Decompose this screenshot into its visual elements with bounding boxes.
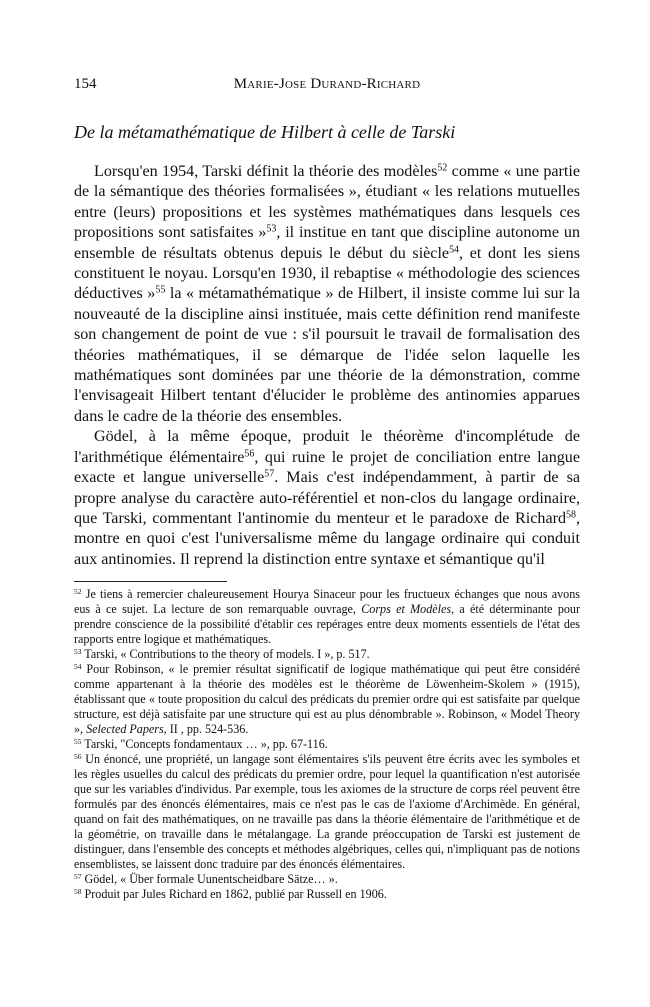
footnote-55 <box>74 737 580 752</box>
footnote-58 <box>74 887 580 902</box>
footnote-ref-57[interactable]: 57 <box>264 468 275 480</box>
footnote-text: Je tiens à remercier chaleureusement Hourya Sinaceur pour les fructueux échanges que nous avons eus à ce sujet. La lecture de son remarquable ouvrage, <box>74 587 580 616</box>
footnote-number: 58 <box>74 886 82 896</box>
running-head: Marie-Jose Durand-Richard <box>233 76 421 92</box>
paragraph-1-text-4: , et dont les siens constituent le noyau. Lorsqu'en 1930, il rebaptise « méthodologie des sciences déductives » <box>74 244 580 303</box>
footnote-ref-55[interactable]: 55 <box>155 284 166 296</box>
footnote-text: Tarski, « Contributions to the theory of models. I », p. 517. <box>81 647 370 661</box>
footnote-divider <box>74 581 227 582</box>
paragraph-2-text-2: , qui ruine le projet de conciliation entre langue exacte et langue universelle <box>74 448 580 487</box>
paragraph-1-text-2: comme « une partie de la sémantique des théories formalisées », étudiant « les relations mutuelles entre (leurs) propositions et les systèmes mathématiques dans lesquels ces propositions sont satisfaites » <box>74 163 580 242</box>
page-header <box>74 76 580 96</box>
footnote-ref-54[interactable]: 54 <box>449 244 460 256</box>
footnote-text: , a été déterminante pour prendre conscience de la possibilité d'établir ces repérages entre deux moments essentiels de l'état des rapports entre logique et mathématiques. <box>74 602 580 646</box>
footnote-56 <box>74 752 580 872</box>
footnote-number: 56 <box>74 751 82 761</box>
section-title: De la métamathématique de Hilbert à celle de Tarski <box>74 122 456 142</box>
footnote-52 <box>74 587 580 647</box>
page-number: 154 <box>74 76 97 92</box>
footnote-number: 52 <box>74 586 82 596</box>
footnote-number: 55 <box>74 736 82 746</box>
footnote-book-title: Selected Papers <box>86 722 164 736</box>
paragraph-1-text-3: , il institue en tant que discipline autonome un ensemble de résultats obtenus depuis le début du siècle <box>74 224 580 262</box>
body-text <box>74 162 580 570</box>
footnote-text: Gödel, « Über formale Uunentscheidbare Sätze… ». <box>81 872 338 886</box>
footnote-53 <box>74 647 580 662</box>
footnote-ref-53[interactable]: 53 <box>266 223 277 235</box>
footnote-text: , II , pp. 524-536. <box>163 722 249 736</box>
footnote-ref-58[interactable]: 58 <box>566 509 576 521</box>
footnote-57 <box>74 872 580 887</box>
footnote-ref-56[interactable]: 56 <box>244 448 255 460</box>
footnote-54 <box>74 662 580 737</box>
footnotes <box>74 587 580 902</box>
paragraph-1-text-5: la « métamathématique » de Hilbert, il insiste comme lui sur la nouveauté de la discipline ainsi instituée, mais cette définition rend manifeste son changement de point de vue : s'il poursuit le travail de formalisation des théories mathématiques, il se démarque de l'idée selon laquelle les mathématiques sont dominées par une théorie de la démonstration, comme l'envisageait Hilbert tentant d'élucider le problème des antinomies apparues dans le cadre de la théorie des ensembles. <box>74 285 580 425</box>
paragraph-2-text-3: . Mais c'est indépendamment, à partir de sa propre analyse du caractère auto-référentiel et non-clos du langage ordinaire, que Tarski, commentant l'antinomie du menteur et le paradoxe de Richard <box>74 469 580 527</box>
paragraph-1 <box>74 162 580 427</box>
footnote-number: 53 <box>74 646 82 656</box>
footnote-number: 54 <box>74 661 82 671</box>
footnote-ref-52[interactable]: 52 <box>437 162 448 174</box>
footnote-text: Pour Robinson, « le premier résultat significatif de logique mathématique qui peut être considéré comme appartenant à la théorie des modèles est le théorème de Löwenheim-Skolem » (1915), établissant que « toute proposition du calcul des prédicats du premier ordre qui est satisfaite par quelque structure, est déjà satisfaite par une structure qui est au plus dénombrable ». Robinson, « Model Theory », <box>74 662 580 736</box>
footnote-number: 57 <box>74 871 82 881</box>
footnote-text: Produit par Jules Richard en 1862, publié par Russell en 1906. <box>81 887 387 901</box>
paragraph-2 <box>74 427 580 570</box>
paragraph-2-text-4: , montre en quoi c'est l'universalisme même du langage ordinaire qui conduit aux antinomies. Il reprend la distinction entre syntaxe et sémantique qu'il <box>74 509 580 568</box>
footnote-text: Tarski, "Concepts fondamentaux … », pp. 67-116. <box>81 737 328 751</box>
paragraph-1-text-1: Lorsqu'en 1954, Tarski définit la théorie des modèles <box>94 163 438 180</box>
footnote-book-title: Corps et Modèles <box>361 602 452 616</box>
footnote-text: Un énoncé, une propriété, un langage sont élémentaires s'ils peuvent être écrits avec les symboles et les règles usuelles du calcul des prédicats du premier ordre, pour lequel la quantification n'est autorisée que sur les variables d'individus. Par exemple, tous les axiomes de la structure de corps réel peuvent être formulés par des énoncés élémentaires, mais ce n'est pas le cas de l'axiome d'Archimède. En général, quand on fait des mathématiques, on ne travaille pas dans la théorie élémentaire de l'arithmétique et de la géométrie, on travaille dans le métalangage. La grande préoccupation de Tarski est justement de distinguer, dans l'ensemble des concepts et méthodes algébriques, celles qui, n'impliquant pas de notions ensemblistes, se laissent donc traduire par des énoncés élémentaires. <box>74 752 580 871</box>
paragraph-2-text-1: Gödel, à la même époque, produit le théorème d'incomplétude de l'arithmétique élémentaire <box>74 428 580 466</box>
